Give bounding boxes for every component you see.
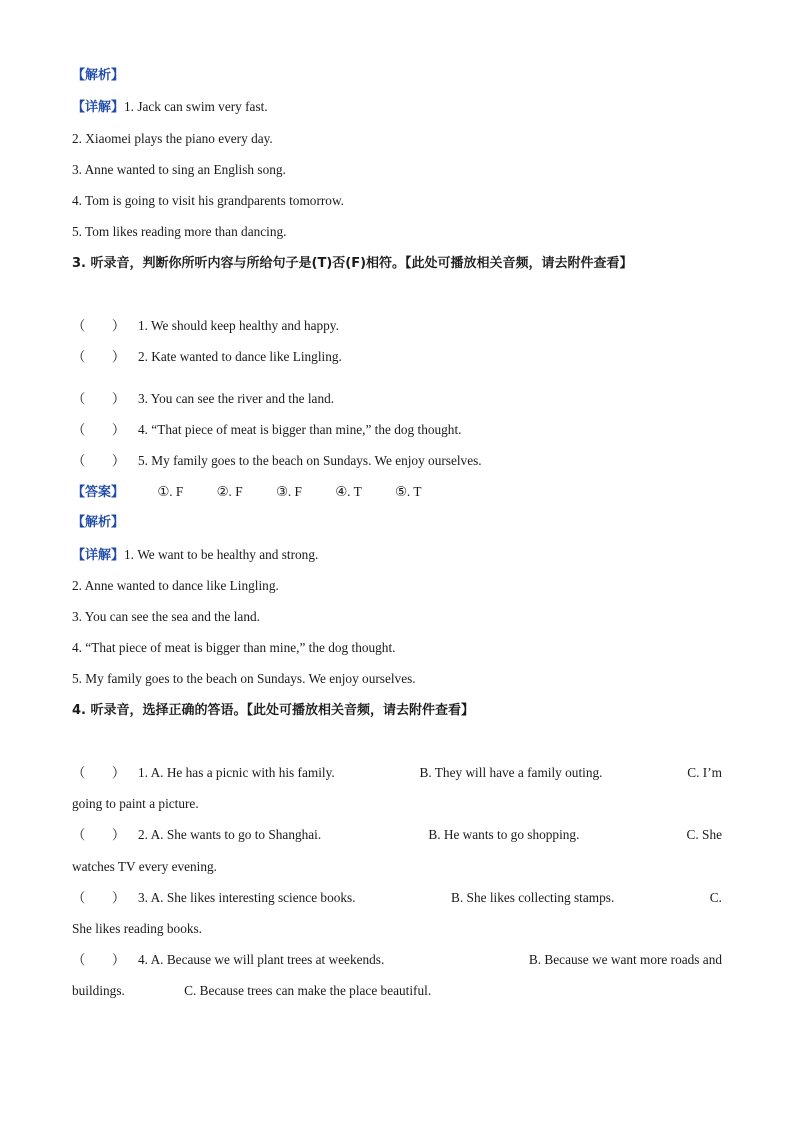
answer-blank[interactable]: （ ） <box>72 318 126 333</box>
explain-line: 4. Tom is going to visit his grandparents tomorrow. <box>72 193 345 208</box>
option-continuation: buildings. <box>72 983 125 998</box>
answer-blank[interactable]: （ ） <box>72 453 126 468</box>
q4-item <box>72 827 722 875</box>
q3-item-text: 3. You can see the river and the land. <box>138 391 335 406</box>
explain-line: 1. Jack can swim very fast. <box>124 99 268 114</box>
option-b: B. They will have a family outing. <box>419 765 603 780</box>
option-b: B. Because we want more roads and <box>528 952 722 967</box>
q4-item <box>72 952 722 999</box>
option-a: 1. A. He has a picnic with his family. <box>138 765 335 780</box>
q4-item <box>72 890 722 937</box>
q3-item <box>72 422 461 438</box>
question-4-title: 4. 听录音，选择正确的答语。【此处可播放相关音频，请去附件查看】 <box>72 703 475 718</box>
answer-blank[interactable]: （ ） <box>72 422 126 437</box>
xiangjie-tag: 【详解】 <box>72 100 125 115</box>
answer-blank[interactable]: （ ） <box>72 391 126 406</box>
question-3-title: 3. 听录音，判断你所听内容与所给句子是(T)否(F)相符。【此处可播放相关音频，请去附件查看】 <box>72 256 633 271</box>
answer-item: ⑤. T <box>395 484 422 499</box>
explain-line: 2. Anne wanted to dance like Lingling. <box>72 578 279 593</box>
explain-line: 5. Tom likes reading more than dancing. <box>72 224 287 239</box>
option-continuation: watches TV every evening. <box>72 859 217 874</box>
option-c: C. Because trees can make the place beautiful. <box>184 983 432 998</box>
option-continuation-row <box>72 983 722 999</box>
explain-line: 1. We want to be healthy and strong. <box>124 547 319 562</box>
option-continuation: She likes reading books. <box>72 921 202 936</box>
q3-item <box>72 453 482 469</box>
answer-blank[interactable]: （ ） <box>72 827 126 842</box>
explain-line: 2. Xiaomei plays the piano every day. <box>72 131 273 146</box>
option-continuation: going to paint a picture. <box>72 796 199 811</box>
answer-item: ②. F <box>216 484 243 499</box>
answer-blank[interactable]: （ ） <box>72 952 126 967</box>
q3-item-text: 5. My family goes to the beach on Sundays. We enjoy ourselves. <box>138 453 482 468</box>
option-a: 2. A. She wants to go to Shanghai. <box>138 827 322 842</box>
q3-item-text: 2. Kate wanted to dance like Lingling. <box>138 349 342 364</box>
answer-item: ③. F <box>275 484 302 499</box>
q4-item <box>72 765 722 812</box>
q3-item <box>72 391 334 407</box>
jiexi-heading: 【解析】 <box>72 68 125 83</box>
answer-blank[interactable]: （ ） <box>72 890 126 905</box>
q3-item <box>72 349 342 365</box>
explain-line: 3. You can see the sea and the land. <box>72 609 260 624</box>
explain-line: 3. Anne wanted to sing an English song. <box>72 162 286 177</box>
xiangjie-tag: 【详解】 <box>72 548 125 563</box>
q3-item <box>72 318 339 334</box>
option-b: B. She likes collecting stamps. <box>451 890 615 905</box>
option-a: 3. A. She likes interesting science books. <box>138 890 356 905</box>
answer-tag: 【答案】 <box>72 485 125 500</box>
xiangjie-line <box>72 99 268 116</box>
explain-line: 5. My family goes to the beach on Sundays. We enjoy ourselves. <box>72 671 416 686</box>
option-a: 4. A. Because we will plant trees at weekends. <box>138 952 385 967</box>
answer-blank[interactable]: （ ） <box>72 765 126 780</box>
answer-row <box>72 484 421 501</box>
answer-blank[interactable]: （ ） <box>72 349 126 364</box>
option-c: C. I’m <box>687 765 722 780</box>
option-c: C. She <box>686 827 722 842</box>
xiangjie-line <box>72 547 318 564</box>
answer-item: ①. F <box>157 484 184 499</box>
option-c: C. <box>709 890 722 905</box>
option-b: B. He wants to go shopping. <box>428 827 580 842</box>
jiexi-heading: 【解析】 <box>72 515 125 530</box>
answer-item: ④. T <box>335 484 362 499</box>
q3-item-text: 1. We should keep healthy and happy. <box>138 318 339 333</box>
explain-line: 4. “That piece of meat is bigger than mine,” the dog thought. <box>72 640 396 655</box>
q3-item-text: 4. “That piece of meat is bigger than mine,” the dog thought. <box>138 422 462 437</box>
